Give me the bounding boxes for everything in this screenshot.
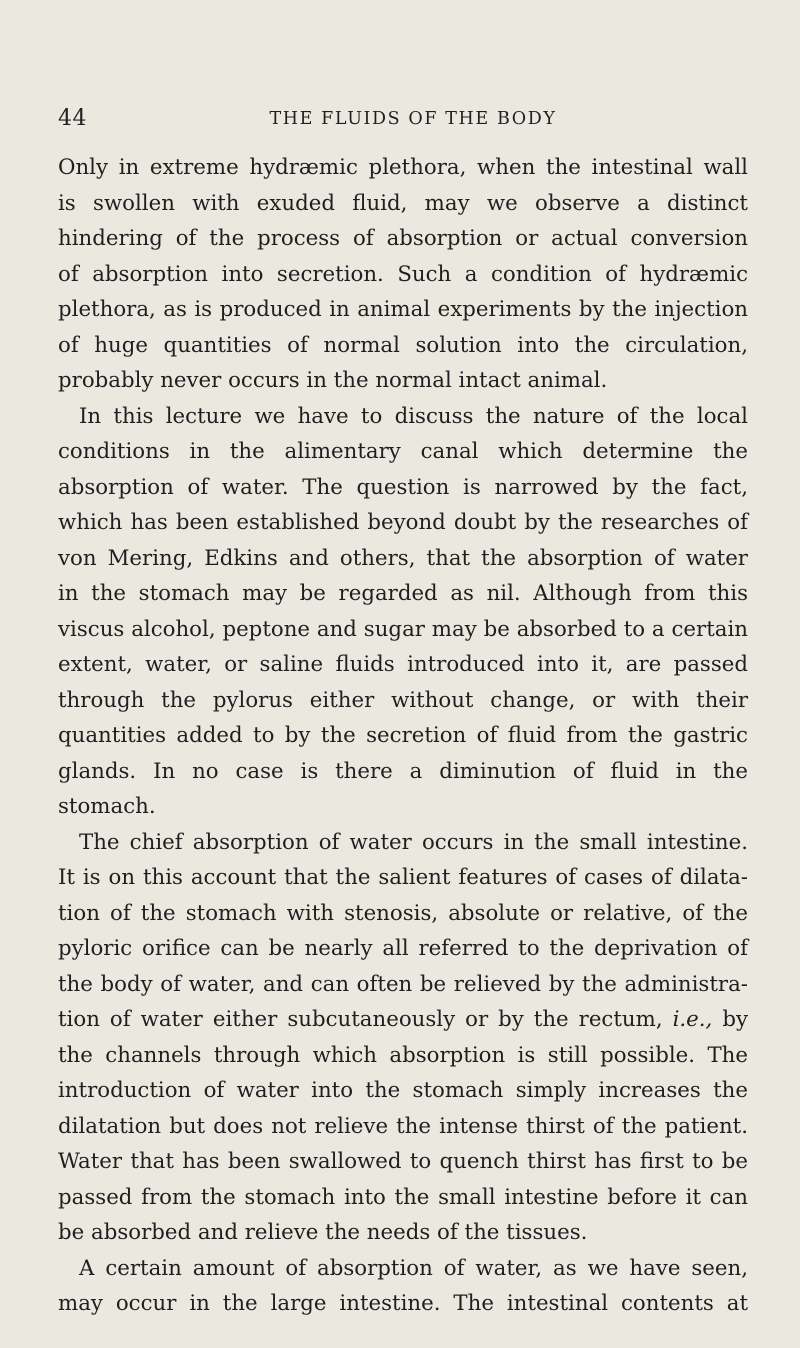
text-line: The chief absorption of water occurs in the small intestine.: [79, 829, 748, 855]
page-header: [58, 106, 748, 136]
text-line: the body of water, and can often be relieved by the administra-: [58, 971, 748, 997]
text-line: hindering of the process of absorption or actual conversion: [58, 226, 748, 251]
running-head: THE FLUIDS OF THE BODY: [269, 109, 557, 129]
text-line: conditions in the alimentary canal which determine the: [58, 439, 748, 464]
text-line: pyloric orifice can be nearly all referred to the deprivation of: [58, 936, 748, 961]
text-line: absorption of water. The question is narrowed by the fact,: [58, 474, 748, 500]
text-line: extent, water, or saline fluids introduced into it, are passed: [58, 652, 748, 677]
text-line: of absorption into secretion. Such a condition of hydræmic: [58, 261, 748, 287]
text-line: introduction of water into the stomach simply increases the: [58, 1078, 748, 1103]
text-line: It is on this account that the salient features of cases of dilata-: [58, 865, 748, 890]
text-line: in the stomach may be regarded as nil. Although from this: [58, 581, 748, 606]
text-line: may occur in the large intestine. The intestinal contents at: [58, 1291, 748, 1316]
text-line: of huge quantities of normal solution into the circulation,: [58, 332, 748, 358]
text-line: passed from the stomach into the small intestine before it can: [58, 1184, 748, 1210]
text-line: tion of water either subcutaneously or by the rectum, i.e., by: [58, 1007, 748, 1032]
text-line: viscus alcohol, peptone and sugar may be absorbed to a certain: [58, 616, 748, 642]
text-line: probably never occurs in the normal intact animal.: [58, 368, 608, 393]
text-line: Water that has been swallowed to quench thirst has first to be: [58, 1149, 748, 1174]
text-line: A certain amount of absorption of water, as we have seen,: [79, 1255, 748, 1281]
text-line: quantities added to by the secretion of fluid from the gastric: [58, 723, 748, 748]
text-line: Only in extreme hydræmic plethora, when the intestinal wall: [58, 155, 748, 180]
text-line: dilatation but does not relieve the intense thirst of the patient.: [58, 1113, 748, 1139]
text-line: glands. In no case is there a diminution of fluid in the: [58, 758, 748, 784]
page-number: 44: [58, 106, 87, 131]
text-line: through the pylorus either without change, or with their: [58, 687, 748, 713]
body-text: [58, 150, 748, 1322]
text-line: the channels through which absorption is still possible. The: [58, 1042, 748, 1068]
text-line: which has been established beyond doubt by the researches of: [58, 510, 748, 535]
text-line: von Mering, Edkins and others, that the absorption of water: [58, 545, 748, 571]
text-line: In this lecture we have to discuss the nature of the local: [79, 403, 748, 429]
text-line: stomach.: [58, 794, 156, 819]
text-line: is swollen with exuded fluid, may we observe a distinct: [58, 190, 748, 216]
text-line: be absorbed and relieve the needs of the tissues.: [58, 1220, 588, 1245]
text-line: tion of the stomach with stenosis, absolute or relative, of the: [58, 900, 748, 926]
text-line: plethora, as is produced in animal experiments by the injection: [58, 297, 748, 322]
